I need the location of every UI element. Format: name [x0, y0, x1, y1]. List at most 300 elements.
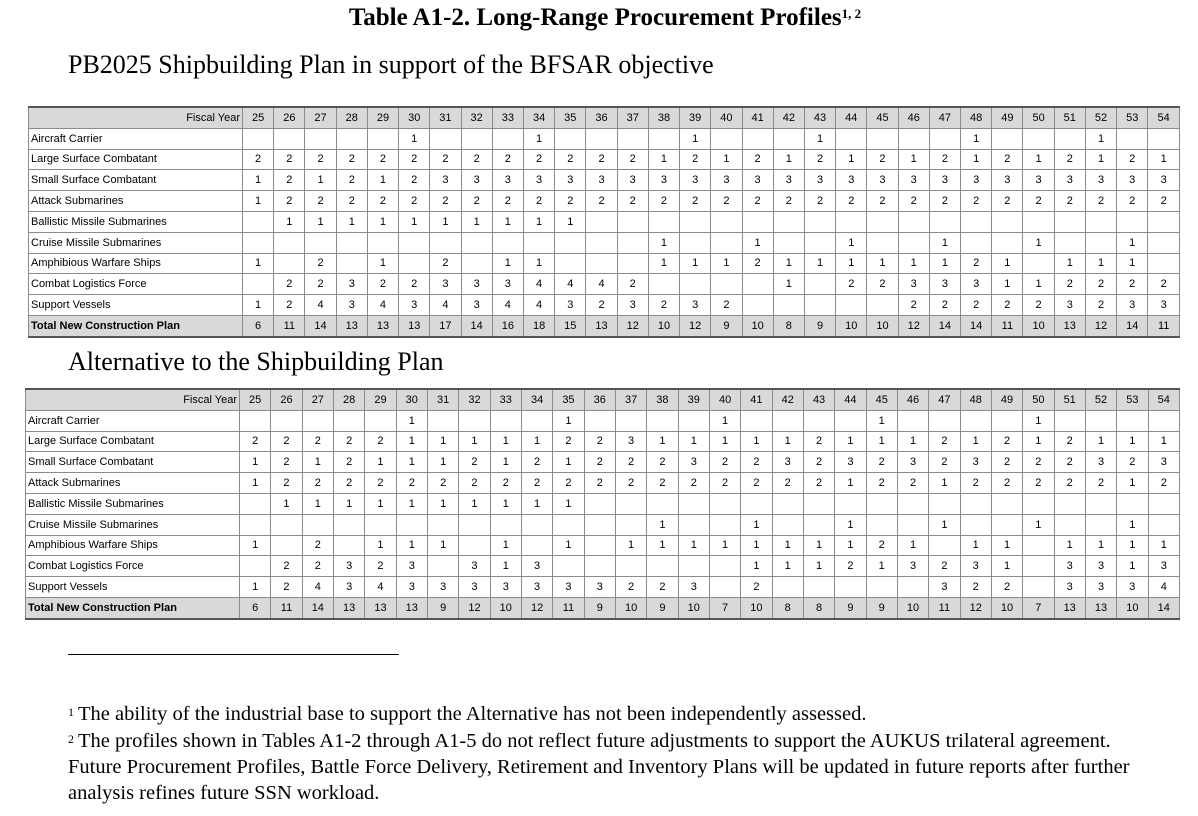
year-header: 32 [459, 389, 490, 410]
table-cell: 1 [365, 535, 396, 556]
table-cell [1023, 253, 1054, 274]
table-cell: 2 [399, 191, 430, 212]
table-cell [492, 128, 523, 149]
table-cell: 3 [430, 170, 461, 191]
table-cell [1117, 128, 1148, 149]
table-cell: 1 [243, 253, 274, 274]
table-cell: 3 [461, 274, 492, 295]
table-cell [1148, 128, 1180, 149]
table-cell: 2 [1085, 295, 1116, 316]
table-cell [867, 295, 898, 316]
table-cell [586, 253, 617, 274]
table-cell: 2 [302, 431, 333, 452]
table-cell: 3 [929, 274, 960, 295]
year-header: 49 [991, 389, 1022, 410]
table-cell: 3 [617, 295, 648, 316]
table-cell [617, 253, 648, 274]
table-cell [240, 493, 271, 514]
year-header: 44 [835, 389, 866, 410]
table-cell [680, 274, 711, 295]
table-cell: 3 [1054, 170, 1085, 191]
table-cell: 1 [835, 431, 866, 452]
table-cell: 3 [836, 170, 867, 191]
table-cell: 2 [336, 149, 367, 170]
table-cell: 2 [741, 452, 772, 473]
table-cell: 1 [1054, 535, 1085, 556]
table-cell: 1 [1148, 431, 1179, 452]
table-cell: 2 [459, 473, 490, 494]
table-cell: 1 [333, 493, 364, 514]
row-label: Amphibious Warfare Ships [29, 253, 243, 274]
table-cell: 3 [898, 274, 929, 295]
total-cell: 14 [302, 597, 333, 618]
table-cell: 1 [490, 535, 521, 556]
table-cell [302, 514, 333, 535]
total-cell: 11 [271, 597, 302, 618]
footnote-1 [68, 701, 1168, 727]
table-cell [271, 410, 302, 431]
table-row [29, 274, 1180, 295]
table-cell: 1 [396, 410, 427, 431]
table-cell: 2 [274, 149, 305, 170]
total-label: Total New Construction Plan [26, 597, 240, 618]
table-cell [929, 535, 960, 556]
table-cell: 2 [1023, 452, 1054, 473]
table-cell: 1 [742, 232, 773, 253]
table-cell: 2 [305, 191, 336, 212]
table-cell [961, 211, 992, 232]
table-cell: 3 [396, 556, 427, 577]
table-cell [992, 128, 1023, 149]
table-cell [680, 232, 711, 253]
table-cell [1085, 514, 1116, 535]
table-cell: 2 [586, 149, 617, 170]
table-cell [648, 211, 679, 232]
year-header: 48 [961, 107, 992, 128]
footnote-1-mark: 1 [68, 705, 74, 719]
table-cell: 1 [243, 170, 274, 191]
year-header: 29 [365, 389, 396, 410]
table-cell: 2 [427, 473, 458, 494]
table-cell: 4 [430, 295, 461, 316]
table-cell [647, 556, 678, 577]
table-cell: 2 [1148, 274, 1180, 295]
table-cell [1148, 493, 1179, 514]
total-cell: 13 [1085, 597, 1116, 618]
table-cell [367, 232, 398, 253]
table-cell: 1 [866, 410, 897, 431]
total-cell: 6 [240, 597, 271, 618]
total-cell: 13 [586, 315, 617, 336]
table-cell: 1 [1023, 232, 1054, 253]
table-cell: 2 [961, 191, 992, 212]
table-cell: 1 [991, 556, 1022, 577]
table-cell [1023, 556, 1054, 577]
table-cell [240, 556, 271, 577]
table-cell: 1 [240, 577, 271, 598]
table-cell: 2 [271, 556, 302, 577]
table-cell: 2 [803, 452, 834, 473]
table-cell [490, 514, 521, 535]
table-cell: 1 [772, 556, 803, 577]
table-cell [867, 232, 898, 253]
year-header: 33 [492, 107, 523, 128]
table-cell [804, 232, 835, 253]
table-cell: 2 [492, 191, 523, 212]
table-cell: 3 [1085, 170, 1116, 191]
table-cell: 1 [709, 410, 740, 431]
table-cell [586, 128, 617, 149]
table-cell: 3 [867, 170, 898, 191]
table-cell: 2 [648, 295, 679, 316]
table-cell [992, 211, 1023, 232]
year-header: 45 [867, 107, 898, 128]
total-cell: 12 [617, 315, 648, 336]
table-cell: 1 [898, 253, 929, 274]
row-label: Small Surface Combatant [26, 452, 240, 473]
table-cell: 2 [615, 473, 646, 494]
table-cell [867, 128, 898, 149]
table-cell: 1 [305, 211, 336, 232]
table-cell: 1 [427, 431, 458, 452]
table-cell: 2 [1054, 452, 1085, 473]
table-cell: 2 [804, 149, 835, 170]
table-cell: 3 [521, 556, 552, 577]
total-cell: 9 [647, 597, 678, 618]
table-cell: 1 [897, 431, 928, 452]
table-cell [678, 514, 709, 535]
table-cell [584, 514, 615, 535]
total-cell: 14 [961, 315, 992, 336]
table-cell: 3 [1148, 170, 1180, 191]
table-cell [555, 232, 586, 253]
table-cell: 2 [1117, 191, 1148, 212]
table-cell: 3 [897, 556, 928, 577]
table-cell [1148, 211, 1180, 232]
table-cell [991, 514, 1022, 535]
year-header: 53 [1117, 389, 1148, 410]
row-label: Combat Logistics Force [29, 274, 243, 295]
table-cell [741, 410, 772, 431]
table-cell [271, 535, 302, 556]
table-cell: 2 [1023, 191, 1054, 212]
table-cell: 1 [648, 253, 679, 274]
year-header: 30 [396, 389, 427, 410]
table1-heading: PB2025 Shipbuilding Plan in support of the BFSAR objective [68, 50, 714, 79]
table-cell [991, 493, 1022, 514]
table-cell [836, 295, 867, 316]
table-cell: 2 [586, 191, 617, 212]
table-cell [427, 556, 458, 577]
table-cell [929, 128, 960, 149]
total-cell: 12 [680, 315, 711, 336]
year-header: 27 [302, 389, 333, 410]
table-cell: 2 [615, 452, 646, 473]
table-cell: 2 [367, 191, 398, 212]
table-cell: 1 [615, 535, 646, 556]
table-cell: 2 [1117, 149, 1148, 170]
table-row [29, 295, 1180, 316]
table-cell: 2 [365, 431, 396, 452]
footnote-2-text: The profiles shown in Tables A1-2 through A1-5 do not reflect future adjustments to support the AUKUS trilateral agreement. Future Procurement Profiles, Battle Force Delivery, Retirement and Inventory Plans will be updated in future reports after further analysis refines future SSN workload. [68, 730, 1130, 804]
year-header: 45 [866, 389, 897, 410]
table-cell: 1 [741, 535, 772, 556]
table-cell [897, 493, 928, 514]
year-header: 53 [1117, 107, 1148, 128]
table-row [29, 191, 1180, 212]
year-header: 27 [305, 107, 336, 128]
table-cell: 2 [523, 149, 554, 170]
table-cell: 2 [741, 473, 772, 494]
table-cell [427, 514, 458, 535]
table-row [29, 211, 1180, 232]
footnote-separator [68, 654, 399, 655]
table-cell [648, 274, 679, 295]
total-cell: 10 [991, 597, 1022, 618]
table-cell [490, 410, 521, 431]
table-cell: 3 [1054, 577, 1085, 598]
year-header: 43 [803, 389, 834, 410]
table-cell [709, 577, 740, 598]
table-cell [584, 493, 615, 514]
table-cell: 2 [772, 473, 803, 494]
table-cell: 2 [897, 473, 928, 494]
table-cell [553, 514, 584, 535]
table-cell: 1 [961, 149, 992, 170]
table-cell: 1 [709, 431, 740, 452]
total-cell: 12 [521, 597, 552, 618]
table-cell [1085, 493, 1116, 514]
table-cell: 1 [555, 211, 586, 232]
table-cell [615, 514, 646, 535]
total-cell: 9 [866, 597, 897, 618]
table-cell: 3 [396, 577, 427, 598]
table-cell: 2 [396, 473, 427, 494]
table-cell: 1 [1117, 473, 1148, 494]
table-cell: 2 [336, 170, 367, 191]
table-cell: 2 [243, 149, 274, 170]
total-cell: 7 [709, 597, 740, 618]
table-cell: 2 [991, 473, 1022, 494]
table-cell: 2 [617, 191, 648, 212]
year-header: 51 [1054, 107, 1085, 128]
total-cell: 10 [836, 315, 867, 336]
total-cell: 6 [243, 315, 274, 336]
year-header: 46 [897, 389, 928, 410]
table-cell: 3 [897, 452, 928, 473]
table-cell: 2 [804, 191, 835, 212]
table-cell [709, 514, 740, 535]
table-cell [271, 514, 302, 535]
table-cell: 2 [1054, 274, 1085, 295]
table-cell: 2 [305, 253, 336, 274]
page-title [0, 4, 1198, 32]
table-cell: 3 [711, 170, 742, 191]
table-cell: 1 [396, 452, 427, 473]
table-cell: 2 [992, 191, 1023, 212]
table-cell: 2 [803, 473, 834, 494]
year-header: 31 [427, 389, 458, 410]
table-cell [709, 493, 740, 514]
table-cell: 1 [243, 295, 274, 316]
table-cell [365, 514, 396, 535]
table-cell [459, 535, 490, 556]
total-cell: 13 [399, 315, 430, 336]
table-cell: 1 [929, 253, 960, 274]
header-row [29, 107, 1180, 128]
table-cell: 1 [867, 253, 898, 274]
table-cell: 2 [271, 431, 302, 452]
table-cell [929, 493, 960, 514]
table-cell [866, 514, 897, 535]
year-header: 39 [678, 389, 709, 410]
table-cell: 1 [804, 253, 835, 274]
table-cell [615, 493, 646, 514]
table-cell [772, 410, 803, 431]
table-cell [773, 232, 804, 253]
table-cell: 3 [898, 170, 929, 191]
table-cell: 2 [742, 191, 773, 212]
table-cell [427, 410, 458, 431]
table-cell [709, 556, 740, 577]
title-footnote-marks: 1, 2 [841, 6, 862, 21]
table-cell [897, 577, 928, 598]
table-row [26, 556, 1180, 577]
table-cell [243, 274, 274, 295]
footnote-1-text: The ability of the industrial base to support the Alternative has not been independently assessed. [78, 703, 867, 725]
table-cell [240, 410, 271, 431]
total-label: Total New Construction Plan [29, 315, 243, 336]
table-cell: 2 [1117, 274, 1148, 295]
table-cell: 1 [1117, 431, 1148, 452]
table-cell: 2 [333, 473, 364, 494]
total-row [26, 597, 1180, 618]
table-cell: 2 [1054, 191, 1085, 212]
table-cell [1023, 128, 1054, 149]
table-cell: 1 [490, 493, 521, 514]
table-cell: 2 [523, 191, 554, 212]
table-cell: 1 [803, 535, 834, 556]
table-cell [555, 253, 586, 274]
table-cell: 1 [523, 128, 554, 149]
table-cell [521, 514, 552, 535]
table-cell: 1 [396, 493, 427, 514]
table-cell: 3 [678, 452, 709, 473]
alternative-procurement-table [25, 388, 1180, 620]
year-header: 50 [1023, 389, 1054, 410]
table-cell: 3 [586, 170, 617, 191]
table-cell: 2 [553, 473, 584, 494]
table-cell: 1 [898, 149, 929, 170]
table-cell: 1 [427, 452, 458, 473]
year-header: 49 [992, 107, 1023, 128]
table-cell [929, 211, 960, 232]
table-cell: 2 [461, 149, 492, 170]
table-cell: 1 [1023, 514, 1054, 535]
total-cell: 15 [555, 315, 586, 336]
total-cell: 8 [803, 597, 834, 618]
table-cell: 1 [240, 473, 271, 494]
table-cell: 1 [1085, 535, 1116, 556]
table-cell: 2 [430, 191, 461, 212]
table-row [29, 128, 1180, 149]
table-cell: 2 [867, 274, 898, 295]
table-cell: 3 [553, 577, 584, 598]
row-label: Cruise Missile Submarines [26, 514, 240, 535]
table-cell: 2 [367, 274, 398, 295]
year-header: 40 [709, 389, 740, 410]
table-cell: 3 [648, 170, 679, 191]
table-cell [803, 514, 834, 535]
table-cell [459, 514, 490, 535]
table-cell: 2 [929, 149, 960, 170]
table-cell: 1 [427, 493, 458, 514]
year-header: 36 [584, 389, 615, 410]
year-header: 33 [490, 389, 521, 410]
table-cell [773, 295, 804, 316]
table-cell: 3 [461, 170, 492, 191]
table-cell: 1 [866, 431, 897, 452]
total-cell: 10 [1117, 597, 1148, 618]
year-header: 48 [960, 389, 991, 410]
table-cell [898, 128, 929, 149]
table-cell [399, 232, 430, 253]
table-cell: 2 [336, 191, 367, 212]
table-cell: 2 [586, 295, 617, 316]
table-cell [523, 232, 554, 253]
table-cell: 3 [459, 556, 490, 577]
row-label: Attack Submarines [26, 473, 240, 494]
table-cell [1023, 211, 1054, 232]
table-cell: 1 [305, 170, 336, 191]
table-cell: 1 [1117, 556, 1148, 577]
table-cell [617, 211, 648, 232]
table-cell [960, 410, 991, 431]
table-cell [804, 274, 835, 295]
table-row [26, 493, 1180, 514]
fiscal-year-label: Fiscal Year [26, 389, 240, 410]
table-cell: 1 [523, 253, 554, 274]
table-cell: 3 [1148, 295, 1180, 316]
table-cell [835, 410, 866, 431]
table-cell: 4 [302, 577, 333, 598]
table-cell [772, 493, 803, 514]
table-cell: 2 [742, 253, 773, 274]
table-cell: 4 [365, 577, 396, 598]
table-cell: 3 [336, 274, 367, 295]
table-cell: 1 [1148, 149, 1180, 170]
table-cell: 1 [772, 535, 803, 556]
table-cell: 2 [960, 577, 991, 598]
table-cell: 2 [961, 253, 992, 274]
year-header: 29 [367, 107, 398, 128]
year-header: 42 [772, 389, 803, 410]
table-cell: 3 [336, 295, 367, 316]
table-cell: 2 [333, 431, 364, 452]
table-cell: 1 [741, 556, 772, 577]
table-cell: 1 [1117, 535, 1148, 556]
year-header: 44 [836, 107, 867, 128]
table-cell [1054, 232, 1085, 253]
table-cell: 1 [396, 535, 427, 556]
table-cell: 2 [929, 295, 960, 316]
year-header: 43 [804, 107, 835, 128]
table-cell [804, 295, 835, 316]
table-cell [1054, 128, 1085, 149]
table-cell: 2 [835, 556, 866, 577]
row-label: Support Vessels [26, 577, 240, 598]
table-cell: 3 [615, 431, 646, 452]
